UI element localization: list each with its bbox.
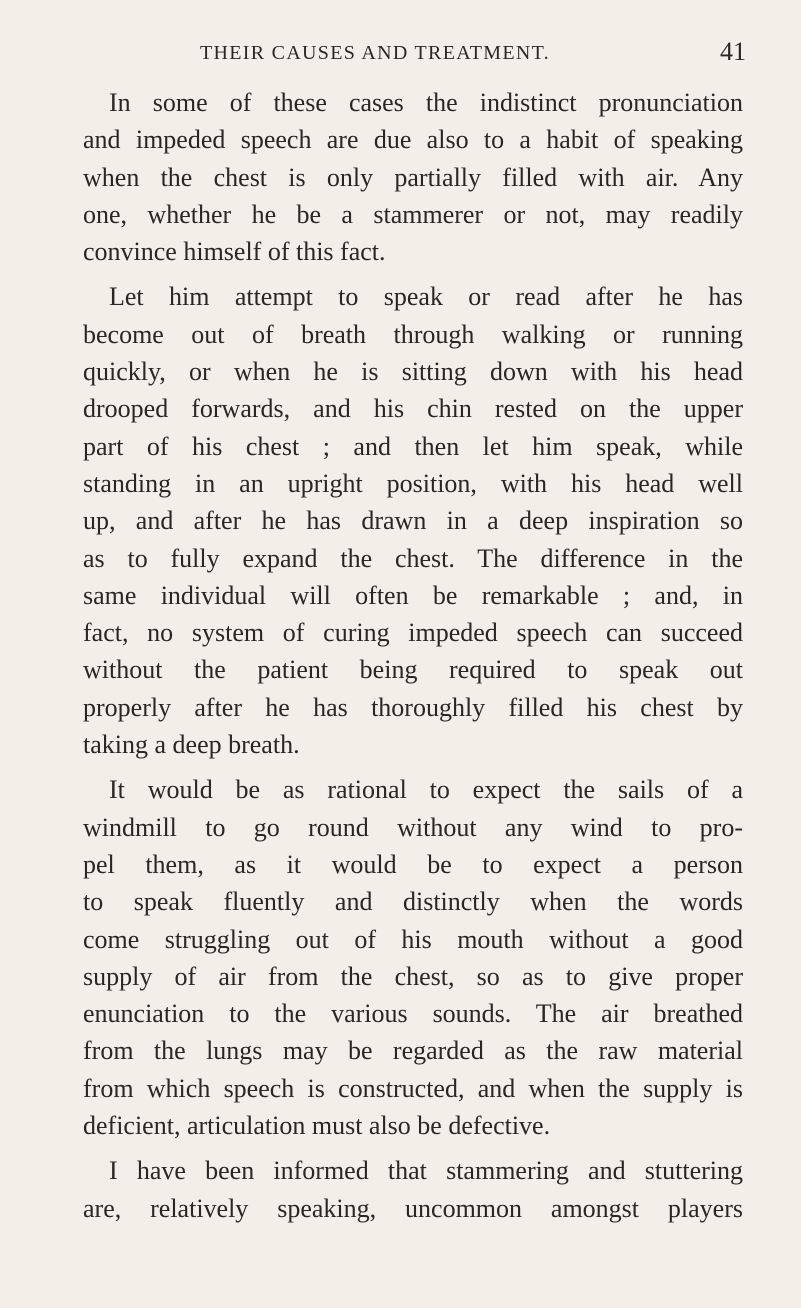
text-line: I have been informed that stammering and stuttering [109, 1156, 743, 1186]
paragraph [83, 84, 743, 270]
text-line: when the chest is only partially filled with air. Any [83, 162, 743, 192]
text-line: supply of air from the chest, so as to give proper [83, 961, 743, 991]
paragraph [83, 278, 743, 763]
text-line: properly after he has thoroughly filled his chest by [83, 692, 743, 722]
text-line: without the patient being required to speak out [83, 655, 743, 685]
text-line: to speak fluently and distinctly when the words [83, 887, 743, 917]
text-line: as to fully expand the chest. The difference in the [83, 543, 743, 573]
text-line: part of his chest ; and then let him speak, while [83, 431, 743, 461]
running-title: THEIR CAUSES AND TREATMENT. [200, 42, 550, 64]
paragraph-gap [83, 763, 743, 771]
running-head [200, 36, 760, 76]
text-line: one, whether he be a stammerer or not, may readily [83, 199, 743, 229]
text-line: Let him attempt to speak or read after he has [109, 282, 743, 312]
text-line: pel them, as it would be to expect a person [83, 849, 743, 879]
text-line: It would be as rational to expect the sails of a [109, 775, 743, 805]
text-line: deficient, articulation must also be defective. [83, 1111, 551, 1141]
text-line: enunciation to the various sounds. The air breathed [83, 999, 743, 1029]
paragraph-gap [83, 270, 743, 278]
text-line: standing in an upright position, with his head well [83, 468, 743, 498]
paragraph-gap [83, 1144, 743, 1152]
text-line: from which speech is constructed, and when the supply is [83, 1073, 743, 1103]
paragraph [83, 771, 743, 1144]
text-line: In some of these cases the indistinct pronunciation [109, 88, 743, 117]
text-line: drooped forwards, and his chin rested on the upper [83, 394, 743, 424]
paragraph [83, 1152, 743, 1227]
text-line: windmill to go round without any wind to pro- [83, 812, 743, 842]
text-line: fact, no system of curing impeded speech can succeed [83, 618, 743, 648]
text-line: from the lungs may be regarded as the raw material [83, 1036, 743, 1066]
text-line: come struggling out of his mouth without a good [83, 924, 743, 954]
text-line: up, and after he has drawn in a deep inspiration so [83, 506, 743, 536]
page-number: 41 [720, 37, 746, 66]
text-line: convince himself of this fact. [83, 237, 386, 267]
body-text [83, 84, 743, 1227]
text-line: taking a deep breath. [83, 730, 300, 760]
text-line: and impeded speech are due also to a habit of speaking [83, 125, 743, 155]
text-line: same individual will often be remarkable ; and, in [83, 580, 743, 610]
text-line: become out of breath through walking or running [83, 319, 743, 349]
text-line: quickly, or when he is sitting down with his head [83, 357, 743, 387]
text-line: are, relatively speaking, uncommon amongst players [83, 1193, 743, 1223]
